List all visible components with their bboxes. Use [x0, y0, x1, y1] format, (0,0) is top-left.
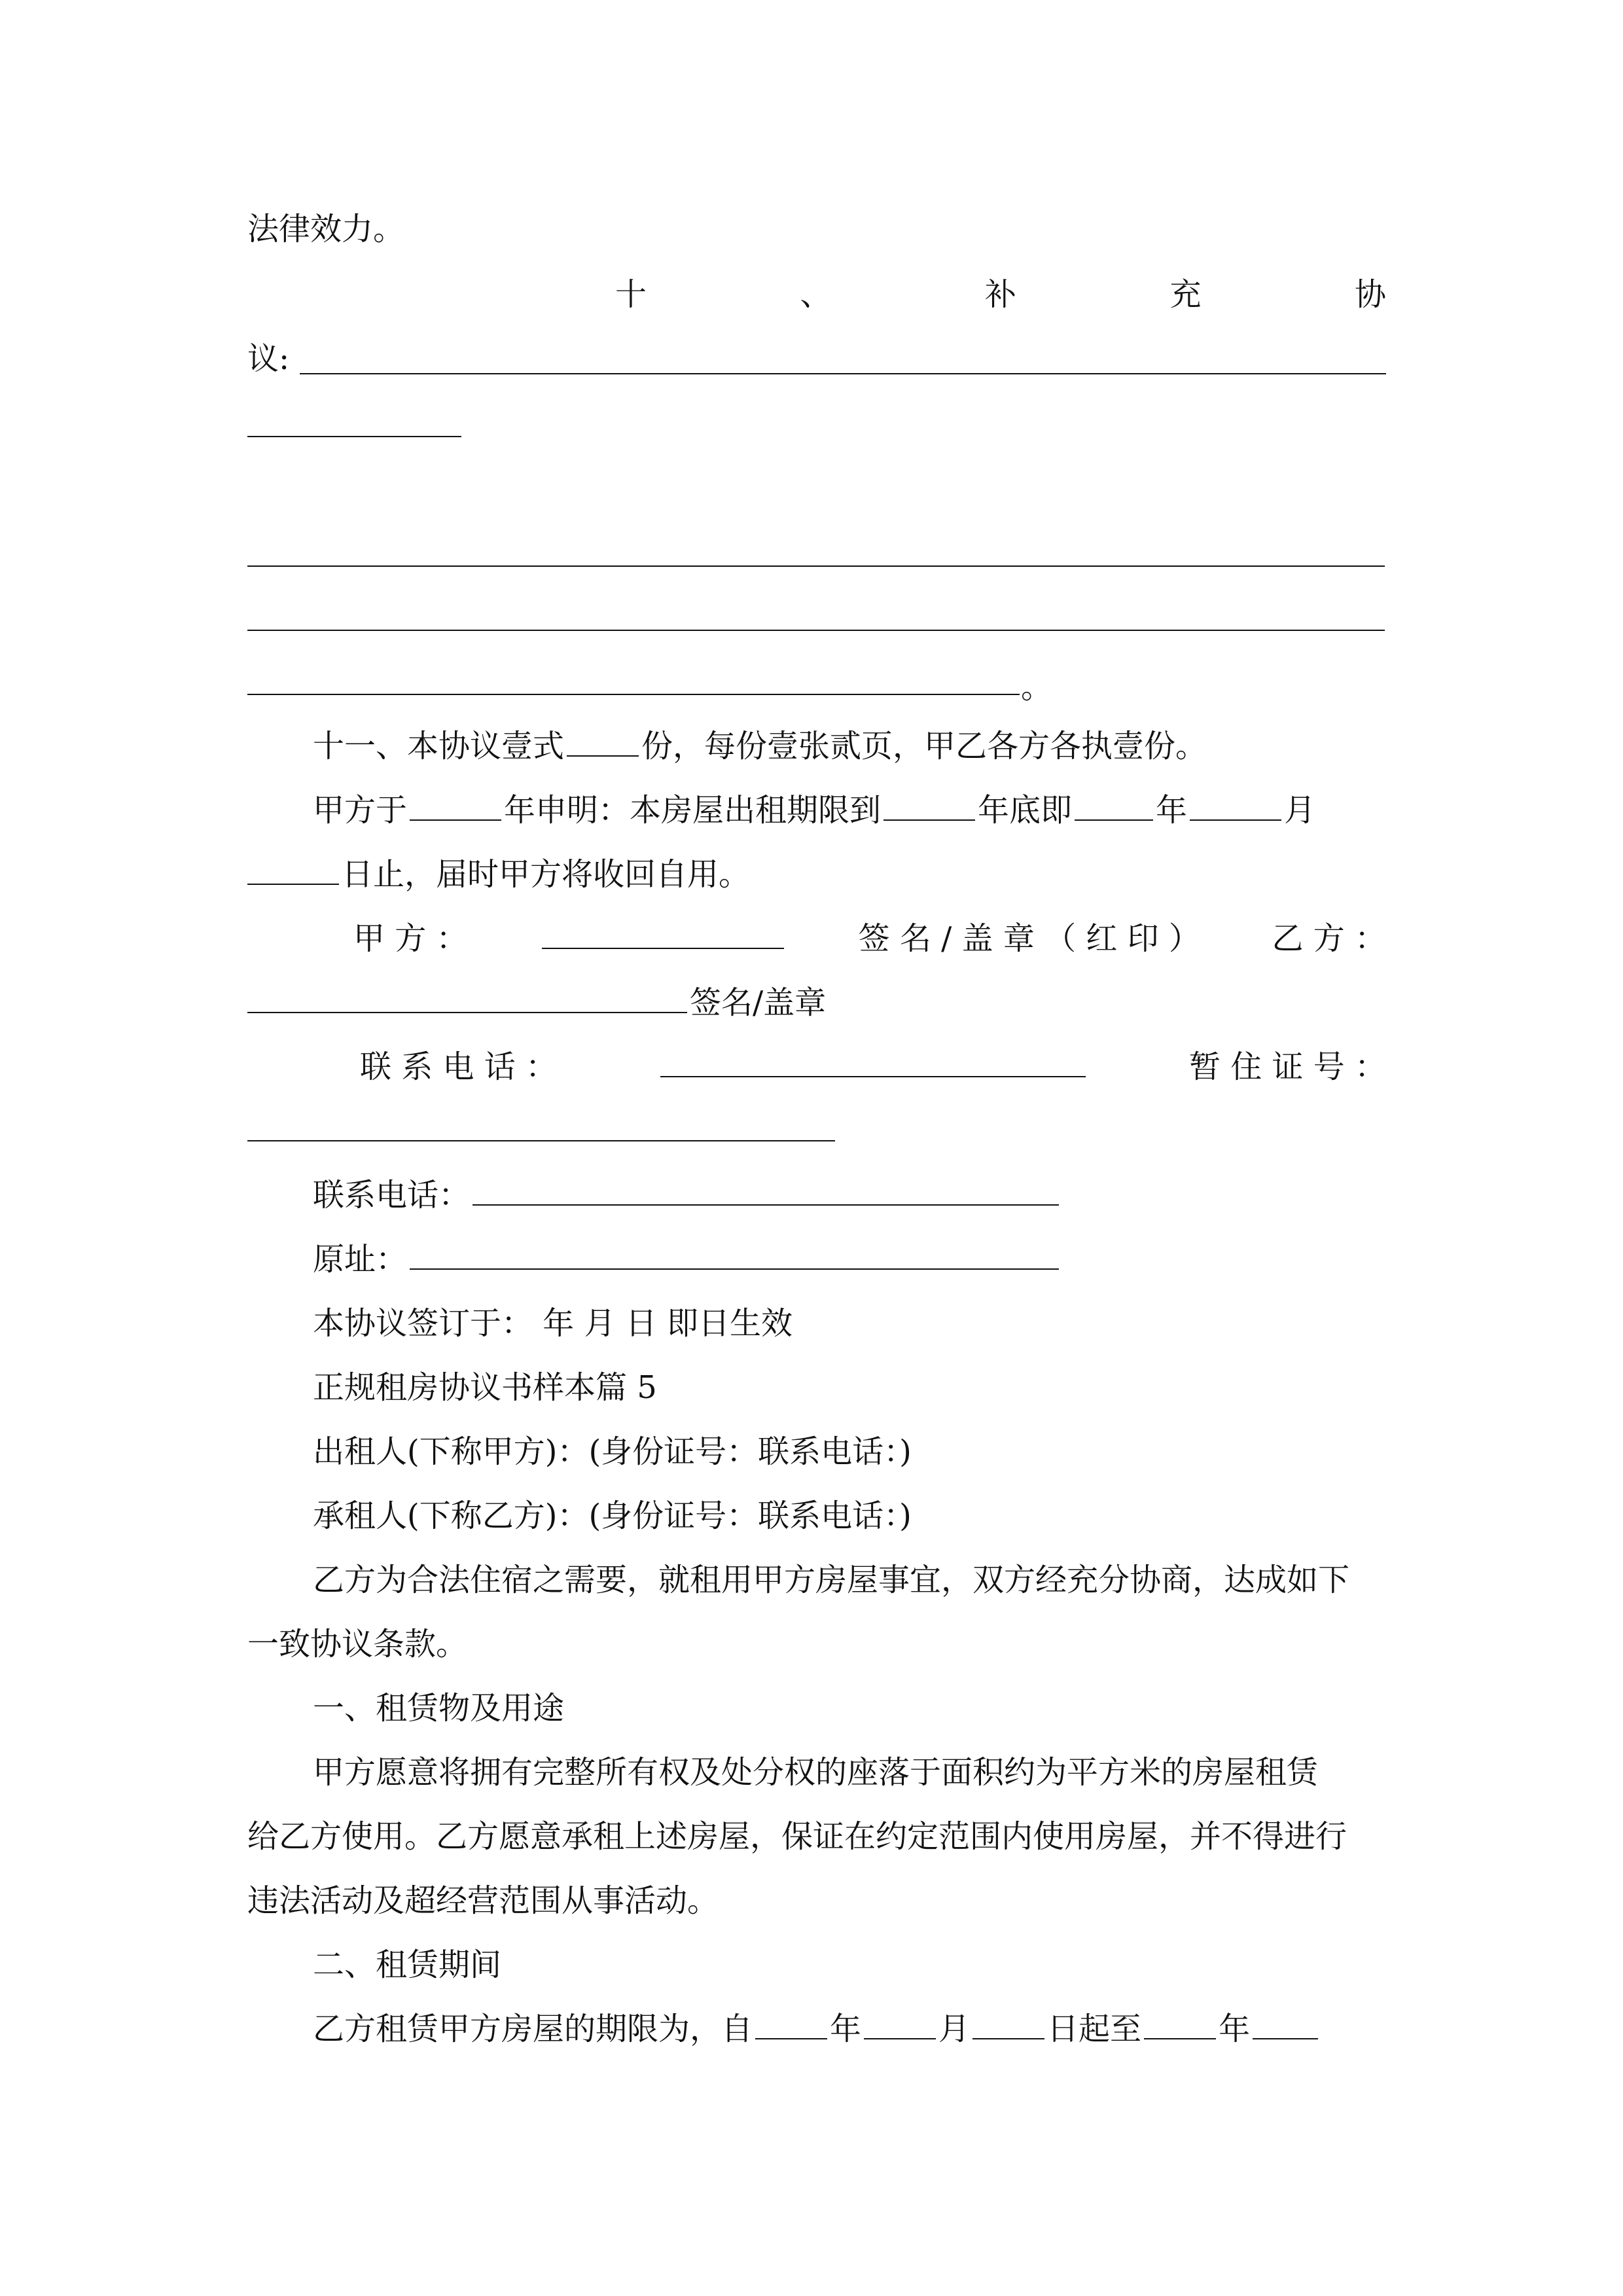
heading-char: 补	[984, 276, 1016, 313]
seal-text: 签 名 / 盖 章 （ 红 印 ）	[858, 920, 1200, 957]
contact-phone-line	[313, 1175, 1386, 1215]
origin-address-field	[410, 1240, 1059, 1270]
paragraph-line	[247, 1817, 1386, 1856]
signed-date-line	[313, 1304, 1386, 1343]
contact-phone-field	[660, 1047, 1086, 1077]
blank-field	[883, 791, 975, 821]
paragraph-text: 日起至	[1047, 2011, 1142, 2047]
paragraph-text: 月	[938, 2011, 971, 2047]
signed-date-text: 本协议签订于： 年 月 日 即日生效	[313, 1305, 793, 1342]
party-a-declaration-cont	[247, 855, 1386, 894]
origin-address-label: 原址：	[313, 1241, 408, 1278]
contact-line	[360, 1047, 1386, 1086]
party-a-label: 甲 方 ：	[353, 920, 468, 957]
temp-id-label: 暂 住 证 号 ：	[1188, 1049, 1386, 1085]
heading-char: 充	[1169, 276, 1202, 313]
heading-2	[313, 1945, 1386, 1984]
blank-field	[1190, 791, 1281, 821]
blank-field	[972, 2009, 1044, 2039]
party-b-label: 乙 方 ：	[1272, 920, 1386, 957]
intro-text: 一致协议条款。	[247, 1626, 468, 1662]
lease-period-line	[313, 2009, 1386, 2049]
blank-field	[755, 2009, 827, 2039]
lessee-text: 承租人(下称乙方)：(身份证号：联系电话：)	[313, 1498, 912, 1534]
declaration-text: 日止，届时甲方将收回自用。	[342, 856, 751, 893]
temp-id-field	[247, 1140, 835, 1141]
paragraph-text: 甲方愿意将拥有完整所有权及处分权的座落于面积约为平方米的房屋租赁	[313, 1754, 1319, 1791]
text-line	[1021, 668, 1086, 707]
section-10-heading	[615, 275, 1386, 314]
heading-text: 一、租赁物及用途	[313, 1690, 565, 1727]
section-11-text-a: 十一、本协议壹式	[313, 728, 565, 764]
party-b-sign-field	[247, 983, 687, 1013]
contact-phone-field	[473, 1175, 1059, 1206]
legal-effect-text: 法律效力。	[247, 211, 405, 247]
declaration-text: 年底即	[978, 792, 1073, 829]
paragraph-line	[313, 1753, 1386, 1792]
title-text: 正规租房协议书样本篇 5	[313, 1369, 657, 1406]
section-10-line	[247, 339, 1386, 378]
blank-field	[247, 855, 339, 885]
sign-seal-text: 签名/盖章	[690, 984, 827, 1021]
paragraph-text: 年	[830, 2011, 862, 2047]
paragraph-line	[247, 1624, 1386, 1664]
intro-text: 乙方为合法住宿之需要，就租用甲方房屋事宜，双方经充分协商，达成如下	[313, 1562, 1350, 1598]
party-a-sign-field	[542, 919, 784, 949]
paragraph-line	[247, 1881, 1386, 1920]
blank-field	[567, 726, 639, 757]
lessor-line	[313, 1432, 1386, 1471]
section-10-label: 议:	[247, 340, 290, 377]
blank-field	[864, 2009, 936, 2039]
party-a-declaration	[313, 791, 1386, 830]
heading-text: 二、租赁期间	[313, 1946, 502, 1983]
declaration-text: 甲方于	[313, 792, 408, 829]
blank-line	[247, 436, 461, 437]
blank-field	[410, 791, 501, 821]
period: 。	[1021, 669, 1053, 706]
declaration-text: 年	[1156, 792, 1188, 829]
declaration-text: 年申明：本房屋出租期限到	[504, 792, 882, 829]
blank-line	[247, 694, 1020, 695]
paragraph-line	[313, 1560, 1386, 1600]
heading-1	[313, 1689, 1386, 1728]
blank-field	[1253, 2009, 1318, 2039]
lessor-text: 出租人(下称甲方)：(身份证号：联系电话：)	[313, 1433, 912, 1470]
blank-field	[1075, 791, 1153, 821]
blank-line	[247, 565, 1385, 567]
signature-line-cont	[247, 983, 1386, 1022]
signature-line	[353, 919, 1386, 958]
text-line	[247, 209, 1386, 249]
heading-char: 协	[1354, 276, 1386, 313]
section-11-line	[313, 726, 1386, 766]
heading-char: 、	[800, 276, 832, 313]
paragraph-text: 给乙方使用。乙方愿意承租上述房屋，保证在约定范围内使用房屋，并不得进行	[247, 1818, 1347, 1855]
contact-phone-label: 联 系 电 话 ：	[360, 1049, 558, 1085]
contact-phone-label: 联系电话：	[313, 1177, 471, 1213]
lessee-line	[313, 1496, 1386, 1535]
blank-line	[300, 373, 1386, 374]
paragraph-text: 违法活动及超经营范围从事活动。	[247, 1882, 719, 1919]
section-11-text-b: 份，每份壹张贰页，甲乙各方各执壹份。	[641, 728, 1207, 764]
section-title	[313, 1368, 1386, 1407]
blank-field	[1144, 2009, 1216, 2039]
origin-address-line	[313, 1240, 1386, 1279]
blank-line	[247, 630, 1385, 631]
declaration-text: 月	[1284, 792, 1316, 829]
heading-char: 十	[615, 276, 647, 313]
paragraph-text: 乙方租赁甲方房屋的期限为，自	[313, 2011, 753, 2047]
paragraph-text: 年	[1219, 2011, 1251, 2047]
